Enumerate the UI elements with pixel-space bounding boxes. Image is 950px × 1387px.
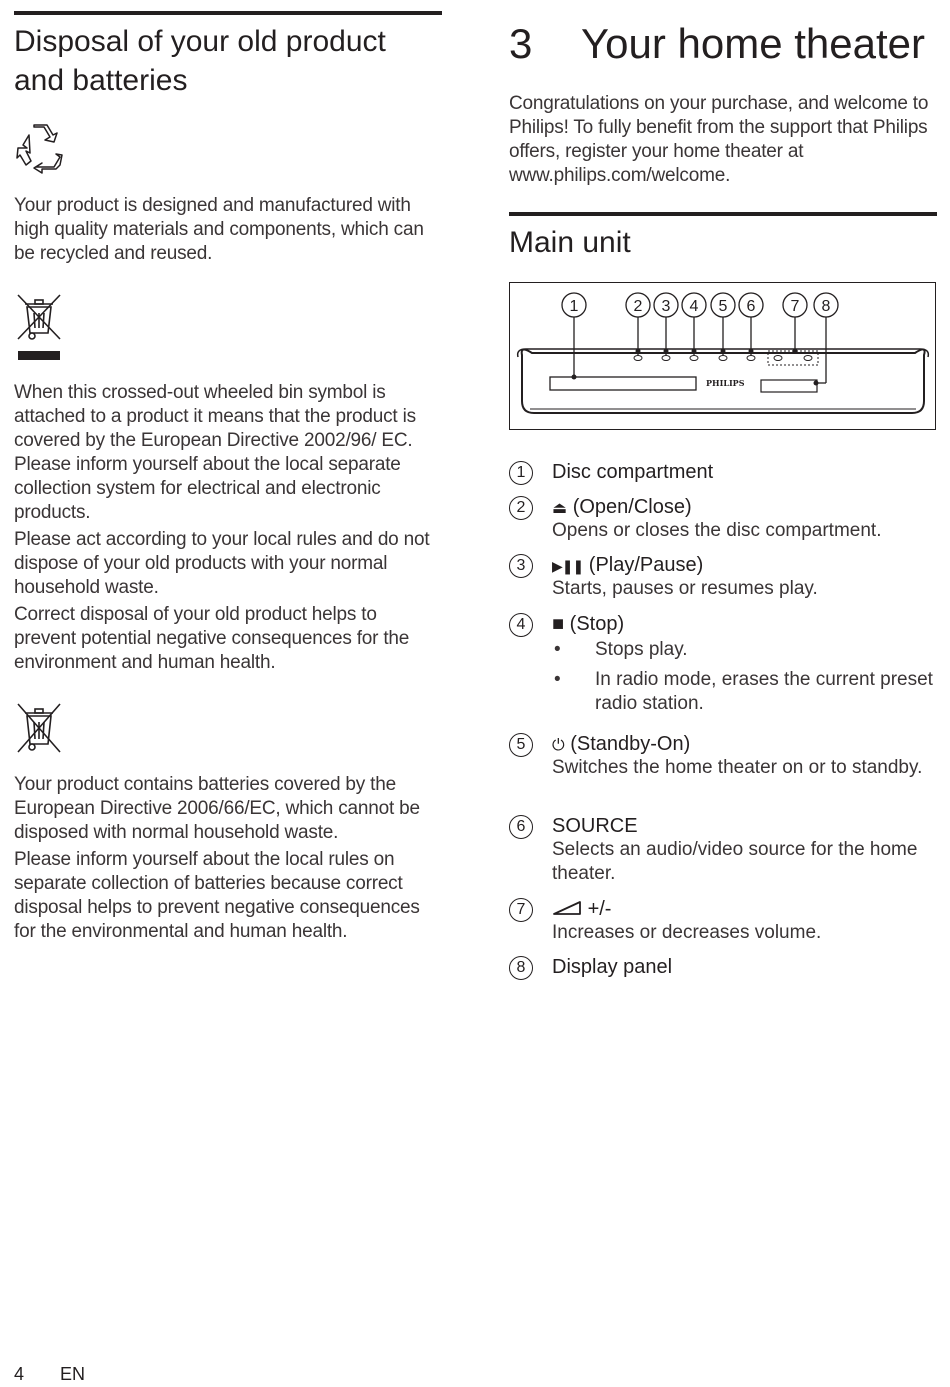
item-description: Starts, pauses or resumes play.	[552, 578, 818, 599]
item-title: (Stop)	[569, 613, 625, 635]
item-title: Disc compartment	[552, 461, 714, 483]
paragraph-battery-collection: Please inform yourself about the local rules on separate collection of batteries because correct disposal helps to prevent negative consequences for the environmental and human health.	[14, 849, 420, 942]
callout-7: 7	[790, 298, 800, 315]
paragraph-local-rules: Please act according to your local rules and do not dispose of your old products with your normal household waste.	[14, 529, 430, 598]
callout-8: 8	[821, 298, 831, 315]
item-title: (Standby-On)	[570, 733, 691, 755]
page-number: 4	[14, 1364, 25, 1384]
bullet-mark: •	[554, 669, 561, 690]
item-number: 6	[509, 815, 533, 839]
bullet-text: In radio mode, erases the current preset radio station.	[595, 669, 933, 714]
item-number: 3	[509, 554, 533, 578]
paragraph-bin-symbol: When this crossed-out wheeled bin symbol is attached to a product it means that the product is covered by the European Directive 2002/96/ EC. Please inform yourself about the local separate collection system for electrical and electronic products.	[14, 382, 416, 523]
chapter-number: 3	[509, 20, 533, 67]
chapter-heading	[509, 18, 925, 70]
disposal-heading: Disposal of your old product and batteries	[14, 25, 386, 97]
recycle-icon	[14, 121, 68, 175]
callout-3: 3	[661, 298, 671, 315]
callout-1: 1	[569, 298, 579, 315]
item-number: 7	[509, 898, 533, 922]
chapter-title: Your home theater	[581, 20, 926, 67]
eject-icon: ⏏	[552, 500, 568, 517]
crossed-bin-battery-icon	[14, 702, 64, 756]
bullet-text: Stops play.	[595, 639, 688, 660]
callout-4: 4	[689, 298, 699, 315]
callout-6: 6	[746, 298, 756, 315]
standby-icon: ⏻	[552, 737, 565, 754]
item-number: 5	[509, 733, 533, 757]
item-description: Selects an audio/video source for the home theater.	[552, 839, 918, 884]
main-unit-figure	[509, 282, 936, 430]
language-code: EN	[60, 1364, 86, 1384]
paragraph-correct-disposal: Correct disposal of your old product helps to prevent potential negative consequences for the environment and human health.	[14, 604, 410, 673]
intro-paragraph: Congratulations on your purchase, and welcome to Philips! To fully benefit from the support that Philips offers, register your home theater at www.philips.com/welcome.	[509, 93, 929, 186]
left-top-rule	[14, 11, 442, 15]
item-title: +/-	[587, 898, 612, 920]
item-number: 8	[509, 956, 533, 980]
item-description: Increases or decreases volume.	[552, 922, 822, 943]
item-number: 2	[509, 496, 533, 520]
callout-5: 5	[718, 298, 728, 315]
item-title: SOURCE	[552, 815, 638, 837]
item-number: 1	[509, 461, 533, 485]
section-title: Main unit	[509, 226, 631, 259]
item-description: Opens or closes the disc compartment.	[552, 520, 882, 541]
stop-icon: ■	[552, 613, 565, 635]
callout-2: 2	[633, 298, 643, 315]
item-number: 4	[509, 613, 533, 637]
bullet-mark: •	[554, 639, 561, 660]
play-pause-icon: ▶❚❚	[552, 558, 584, 574]
item-title: (Play/Pause)	[588, 554, 704, 576]
paragraph-batteries: Your product contains batteries covered by the European Directive 2006/66/EC, which cannot be disposed with normal household waste.	[14, 774, 420, 843]
paragraph-recycle: Your product is designed and manufactured with high quality materials and components, which can be recycled and reused.	[14, 195, 424, 264]
item-title: (Open/Close)	[572, 496, 692, 518]
item-description: Switches the home theater on or to standby.	[552, 757, 923, 778]
crossed-bin-icon	[14, 293, 64, 363]
volume-icon	[552, 898, 582, 922]
main-unit-rule	[509, 212, 937, 216]
item-title: Display panel	[552, 956, 673, 978]
brand-label: PHILIPS	[706, 378, 745, 388]
